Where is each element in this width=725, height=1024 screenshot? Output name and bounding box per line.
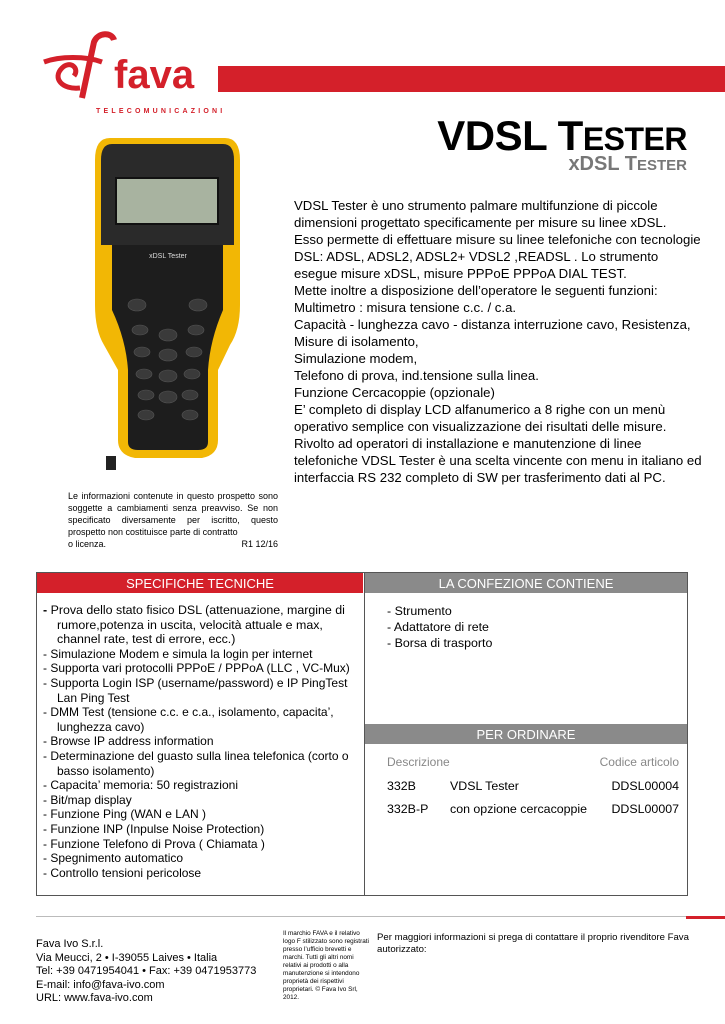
order-header: PER ORDINARE: [365, 724, 687, 744]
order-code: DDSL00007: [611, 802, 679, 816]
spec-item: - Supporta vari protocolli PPPoE / PPPoA (LLC , VC-Mux): [43, 661, 350, 676]
intro-line: Funzione Cercacoppie (opzionale): [294, 385, 495, 400]
footer-red-accent: [686, 916, 725, 919]
package-header: LA CONFEZIONE CONTIENE: [365, 573, 687, 593]
product-title: VDSL TESTER: [437, 112, 687, 159]
logo-text: fava: [114, 53, 195, 97]
disclaimer-last-line: o licenza.: [68, 539, 107, 549]
intro-line: Telefono di prova, ind.tensione sulla linea.: [294, 368, 539, 383]
order-ref: 332B-P: [387, 802, 429, 816]
package-item: - Strumento: [387, 604, 452, 618]
spec-item: - Determinazione del guasto sulla linea telefonica (corto o basso isolamento): [43, 748, 349, 778]
order-desc: VDSL Tester: [450, 779, 519, 793]
order-desc: con opzione cercacoppie: [450, 802, 588, 816]
spec-item: - Funzione Telefono di Prova ( Chiamata ): [43, 836, 265, 851]
order-code: DDSL00004: [611, 779, 679, 793]
email-link[interactable]: E-mail: info@fava-ivo.com: [36, 978, 165, 991]
disclaimer: [68, 490, 278, 550]
product-subtitle: xDSL TESTER: [568, 153, 687, 175]
intro-text: [294, 197, 704, 486]
spec-item: - Funzione INP (Inpulse Noise Protection): [43, 821, 265, 836]
spec-item: - Prova dello stato fisico DSL (attenuazione, margine di rumore,potenza in uscita, velocità attuale e max, channel rate, test di errore, ecc.): [43, 603, 345, 647]
website-link[interactable]: URL: www.fava-ivo.com: [36, 992, 153, 1005]
footer-divider: [36, 916, 722, 917]
package-list: [387, 603, 492, 651]
intro-line: Esso permette di effettuare misure su linee telefoniche con tecnologie DSL: ADSL, ADSL2, ADSL2+ VDSL2 ,READSL . Lo strumento esegue misure xDSL, misure PPPoE PPPoA DIAL TEST.: [294, 232, 701, 281]
company-name: Fava Ivo S.r.l.: [36, 938, 104, 950]
handheld-tester-icon: [90, 130, 245, 470]
spec-table: [36, 572, 688, 896]
company-address: [36, 938, 256, 1006]
device-screen-label: xDSL Tester: [149, 253, 187, 260]
spec-item: - Browse IP address information: [43, 734, 214, 749]
logo-tagline: TELECOMUNICAZIONI: [96, 108, 226, 115]
disclaimer-text: Le informazioni contenute in questo prospetto sono soggette a cambiamenti senza preavviso. Se non specificato diversamente per iscritto, questo prospetto non costituisce parte di contratto: [68, 491, 278, 537]
specs-list: [43, 603, 361, 880]
spec-item: - Supporta Login ISP (username/password) e IP PingTest Lan Ping Test: [43, 675, 348, 705]
spec-item: - Capacita’ memoria: 50 registrazioni: [43, 778, 238, 793]
legal-notice: Il marchio FAVA e il relativo logo F stilizzato sono registrati presso l’ufficio brevetti e marchi. Tutti gli altri nomi relativi ai prodotti o alla manutenzione si intendono proprietà dei rispettivi proprietari. © Fava Ivo Srl, 2012.: [283, 930, 369, 1001]
header-red-bar: [218, 66, 725, 92]
specs-header: SPECIFICHE TECNICHE: [37, 573, 363, 593]
intro-line: Simulazione modem,: [294, 351, 418, 366]
order-ref: 332B: [387, 779, 416, 793]
intro-line: Multimetro : misura tensione c.c. / c.a.: [294, 300, 517, 315]
spec-item: - Spegnimento automatico: [43, 851, 184, 866]
intro-line: Misure di isolamento,: [294, 334, 419, 349]
phone-fax: Tel: +39 0471954041 • Fax: +39 0471953773: [36, 965, 257, 978]
spec-item: - Simulazione Modem e simula la login per internet: [43, 646, 313, 661]
package-item: - Borsa di trasporto: [387, 636, 493, 650]
street-address: Via Meucci, 2 • I-39055 Laives • Italia: [36, 951, 218, 964]
intro-line: E’ completo di display LCD alfanumerico a 8 righe con un menù operativo semplice con visualizzazione dei risultati delle misure.: [294, 402, 667, 434]
package-item: - Adattatore di rete: [387, 620, 489, 634]
order-col-desc: Descrizione: [387, 755, 450, 769]
spec-item: - DMM Test (tensione c.c. e c.a., isolamento, capacita’, lunghezza cavo): [43, 705, 334, 734]
intro-line: Rivolto ad operatori di installazione e manutenzione di linee telefoniche VDSL Tester è una scelta vincente con menu in italiano ed interfaccia RS 232 completo di SW per trasferimento dati al PC.: [294, 436, 702, 485]
intro-line: Mette inoltre a disposizione dell’operatore le seguenti funzioni:: [294, 283, 658, 298]
revision-label: R1 12/16: [241, 539, 278, 549]
order-col-code: Codice articolo: [599, 755, 679, 769]
spec-item: - Controllo tensioni pericolose: [43, 865, 202, 880]
more-info-text: Per maggiori informazioni si prega di contattare il proprio rivenditore Fava autorizzato:: [377, 932, 689, 955]
spec-item: - Funzione Ping (WAN e LAN ): [43, 807, 206, 822]
spec-item: - Bit/map display: [43, 792, 132, 807]
intro-line: VDSL Tester è uno strumento palmare multifunzione di piccole dimensioni progettato specificamente per misure su linee xDSL.: [294, 198, 667, 230]
fava-logo: [40, 28, 210, 103]
intro-line: Capacità - lunghezza cavo - distanza interruzione cavo, Resistenza,: [294, 317, 691, 332]
